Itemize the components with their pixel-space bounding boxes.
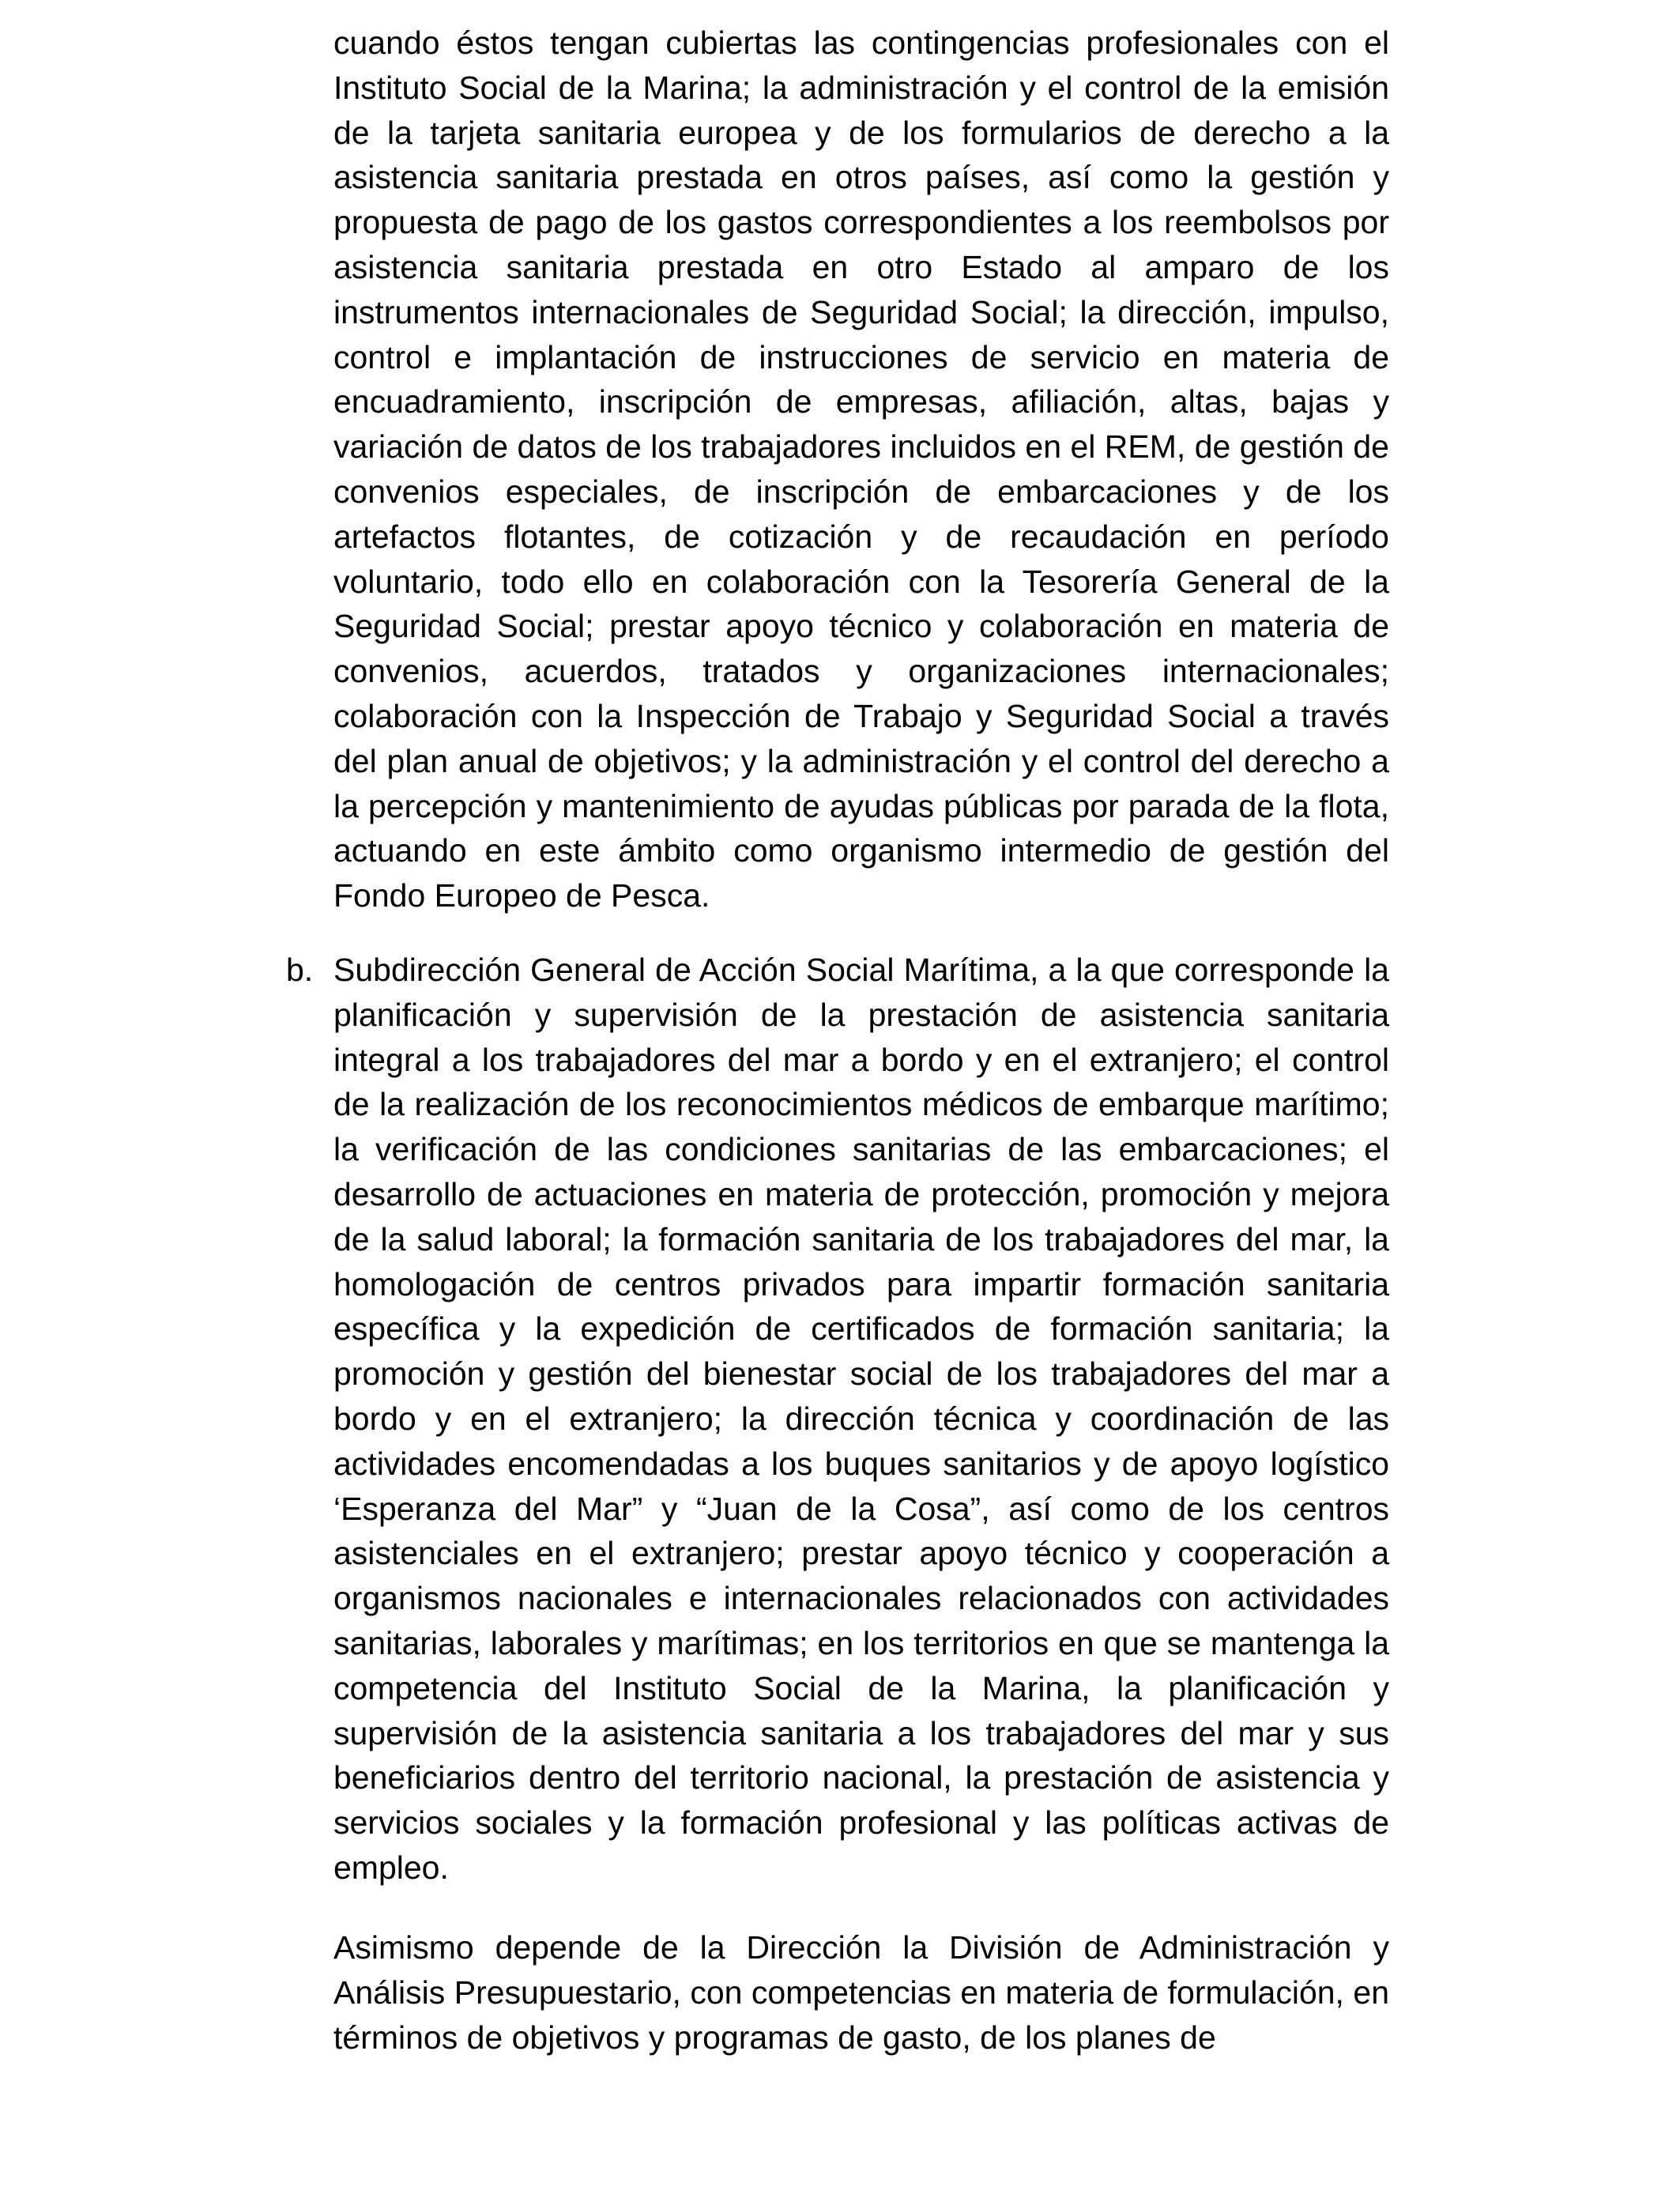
body-paragraph-continuation: cuando éstos tengan cubiertas las contingencias profesionales con el Instituto Social de la Marina; la administración y el control de la emisión de la tarjeta sanitaria europea y de los formularios de derecho a la asistencia sanitaria prestada en otros países, así como la gestión y propuesta de pago de los gastos correspondientes a los reembolsos por asistencia sanitaria prestada en otro Estado al amparo de los instrumentos internacionales de Seguridad Social; la dirección, impulso, control e implantación de instrucciones de servicio en materia de encuadramiento, inscripción de empresas, afiliación, altas, bajas y variación de datos de los trabajadores incluidos en el REM, de gestión de convenios especiales, de inscripción de embarcaciones y de los artefactos flotantes, de cotización y de recaudación en período voluntario, todo ello en colaboración con la Tesorería General de la Seguridad Social; prestar apoyo técnico y colaboración en materia de convenios, acuerdos, tratados y organizaciones internacionales; colaboración con la Inspección de Trabajo y Seguridad Social a través del plan anual de objetivos; y la administración y el control del derecho a la percepción y mantenimiento de ayudas públicas por parada de la flota, actuando en este ámbito como organismo intermedio de gestión del Fondo Europeo de Pesca. xyxy=(333,25,1389,914)
body-paragraph-asimismo: Asimismo depende de la Dirección la División de Administración y Análisis Presupuestario, con competencias en materia de formulación, en términos de objetivos y programas de gasto, de los planes de xyxy=(333,1929,1389,2056)
list-item-b-text: Subdirección General de Acción Social Marítima, a la que corresponde la planificación y supervisión de la prestación de asistencia sanitaria integral a los trabajadores del mar a bordo y en el extranjero; el control de la realización de los reconocimientos médicos de embarque marítimo; la verificación de las condiciones sanitarias de las embarcaciones; el desarrollo de actuaciones en materia de protección, promoción y mejora de la salud laboral; la formación sanitaria de los trabajadores del mar, la homologación de centros privados para impartir formación sanitaria específica y la expedición de certificados de formación sanitaria; la promoción y gestión del bienestar social de los trabajadores del mar a bordo y en el extranjero; la dirección técnica y coordinación de las actividades encomendadas a los buques sanitarios y de apoyo logístico ‘Esperanza del Mar” y “Juan de la Cosa”, así como de los centros asistenciales en el extranjero; prestar apoyo técnico y cooperación a organismos nacionales e internacionales relacionados con actividades sanitarias, laborales y marítimas; en los territorios en que se mantenga la competencia del Instituto Social de la Marina, la planificación y supervisión de la asistencia sanitaria a los trabajadores del mar y sus beneficiarios dentro del territorio nacional, la prestación de asistencia y servicios sociales y la formación profesional y las políticas activas de empleo. xyxy=(333,952,1389,1886)
list-marker-b: b. xyxy=(286,952,314,988)
